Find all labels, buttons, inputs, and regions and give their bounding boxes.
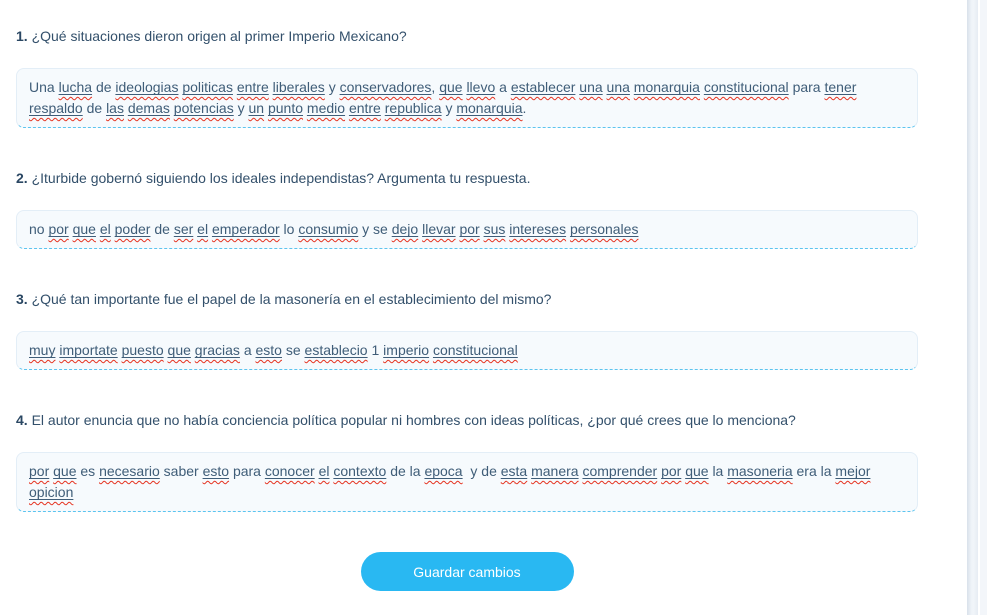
- question-4-text: El autor enuncia que no había conciencia política popular ni hombres con ideas políticas, ¿por qué crees que lo menciona?: [31, 412, 796, 428]
- answer-3-textarea[interactable]: muy importate puesto que gracias a esto se establecio 1 imperio constitucional: [16, 331, 918, 370]
- question-3-number: 3.: [16, 291, 28, 307]
- question-2-label: [16, 168, 918, 188]
- question-4-label: [16, 410, 918, 430]
- question-1-label: [16, 26, 918, 46]
- button-row: [16, 552, 918, 591]
- scrollbar-track[interactable]: [967, 0, 978, 615]
- question-section-4: [16, 410, 918, 512]
- right-edge-strip: [980, 0, 987, 615]
- save-button[interactable]: Guardar cambios: [361, 552, 574, 591]
- question-2-text: ¿Iturbide gobernó siguiendo los ideales independistas? Argumenta tu respuesta.: [31, 170, 531, 186]
- question-2-number: 2.: [16, 170, 28, 186]
- question-3-label: [16, 289, 918, 309]
- question-4-number: 4.: [16, 412, 28, 428]
- question-section-2: [16, 168, 918, 249]
- question-1-number: 1.: [16, 28, 28, 44]
- answer-4-textarea[interactable]: por que es necesario saber esto para conocer el contexto de la epoca y de esta manera comprender por que la masoneria era la mejor opicion: [16, 452, 918, 512]
- question-3-text: ¿Qué tan importante fue el papel de la masonería en el establecimiento del mismo?: [31, 291, 552, 307]
- answer-1-textarea[interactable]: Una lucha de ideologias politicas entre liberales y conservadores, que llevo a establecer una una monarquia constitucional para tener respaldo de las demas potencias y un punto medio entre republica y monarquia.: [16, 68, 918, 128]
- question-1-text: ¿Qué situaciones dieron origen al primer Imperio Mexicano?: [31, 28, 407, 44]
- question-section-3: [16, 289, 918, 370]
- answer-2-textarea[interactable]: no por que el poder de ser el emperador lo consumio y se dejo llevar por sus intereses personales: [16, 210, 918, 249]
- question-section-1: [16, 26, 918, 128]
